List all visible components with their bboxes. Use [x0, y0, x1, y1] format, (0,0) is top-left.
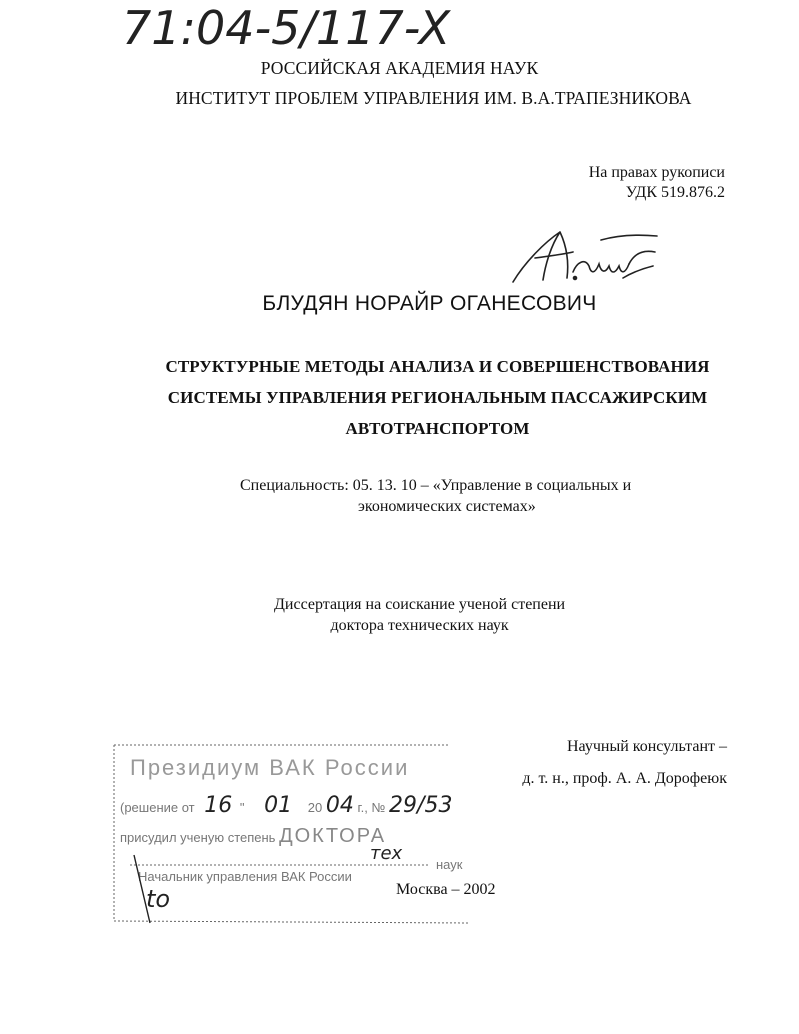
title-line-2: СИСТЕМЫ УПРАВЛЕНИЯ РЕГИОНАЛЬНЫМ ПАССАЖИРСКИМ — [167, 388, 708, 407]
stamp-decision-prefix: (решение от — [120, 800, 195, 815]
consultant-name: д. т. н., проф. А. А. Дорофеюк — [522, 770, 727, 787]
thesis-line-1: Диссертация на соискание ученой степени — [274, 596, 566, 613]
vak-approval-stamp — [110, 741, 480, 929]
stamp-field: тех — [370, 843, 403, 864]
stamp-awarded-label: присудил ученую степень — [120, 830, 276, 845]
consultant-block — [522, 731, 727, 795]
organization-name: РОССИЙСКАЯ АКАДЕМИЯ НАУК — [260, 58, 539, 78]
stamp-field-suffix: наук — [436, 857, 463, 872]
thesis-block — [274, 594, 565, 636]
consultant-label: Научный консультант – — [567, 738, 727, 755]
stamp-year-prefix: 20 — [307, 800, 323, 815]
stamp-number-label: г., № — [357, 800, 386, 815]
stamp-year: 04 — [325, 793, 354, 818]
udc-code: УДК 519.876.2 — [625, 184, 725, 201]
thesis-line-2: доктора технических наук — [330, 617, 509, 634]
dissertation-title — [38, 351, 799, 444]
stamp-awarded-line — [120, 825, 386, 848]
institute-name: ИНСТИТУТ ПРОБЛЕМ УПРАВЛЕНИЯ ИМ. В.А.ТРАПЕЗНИКОВА — [175, 88, 692, 108]
stamp-number: 29/53 — [389, 793, 453, 818]
handwritten-archive-code — [118, 0, 538, 56]
author-name: БЛУДЯН НОРАЙР ОГАНЕСОВИЧ — [262, 292, 597, 315]
stamp-chief-label: Начальник управления ВАК России — [138, 869, 352, 884]
stamp-decision-line: (решение от 16 " 01 20 04 г., № 29/53 — [120, 793, 453, 818]
manuscript-rights-block — [589, 163, 725, 203]
manuscript-rights-label: На правах рукописи — [588, 164, 725, 181]
stamp-degree: ДОКТОРА — [279, 825, 387, 847]
stamp-day: 16 — [204, 793, 233, 818]
stamp-presidium-label: Президиум ВАК России — [130, 755, 410, 780]
author-signature — [505, 222, 665, 288]
stamp-initials: to — [146, 885, 171, 913]
stamp-month: 01 — [264, 793, 293, 818]
title-line-1: СТРУКТУРНЫЕ МЕТОДЫ АНАЛИЗА И СОВЕРШЕНСТВОВАНИЯ — [165, 357, 710, 376]
city-year: Москва – 2002 — [396, 881, 496, 898]
specialty-block — [240, 475, 631, 517]
title-line-3: АВТОТРАНСПОРТОМ — [345, 419, 530, 438]
specialty-line-1: Специальность: 05. 13. 10 – «Управление в социальных и — [240, 477, 632, 494]
specialty-line-2: экономических системах» — [358, 498, 536, 515]
archive-code-text: 71:04-5/117-X — [122, 1, 451, 55]
